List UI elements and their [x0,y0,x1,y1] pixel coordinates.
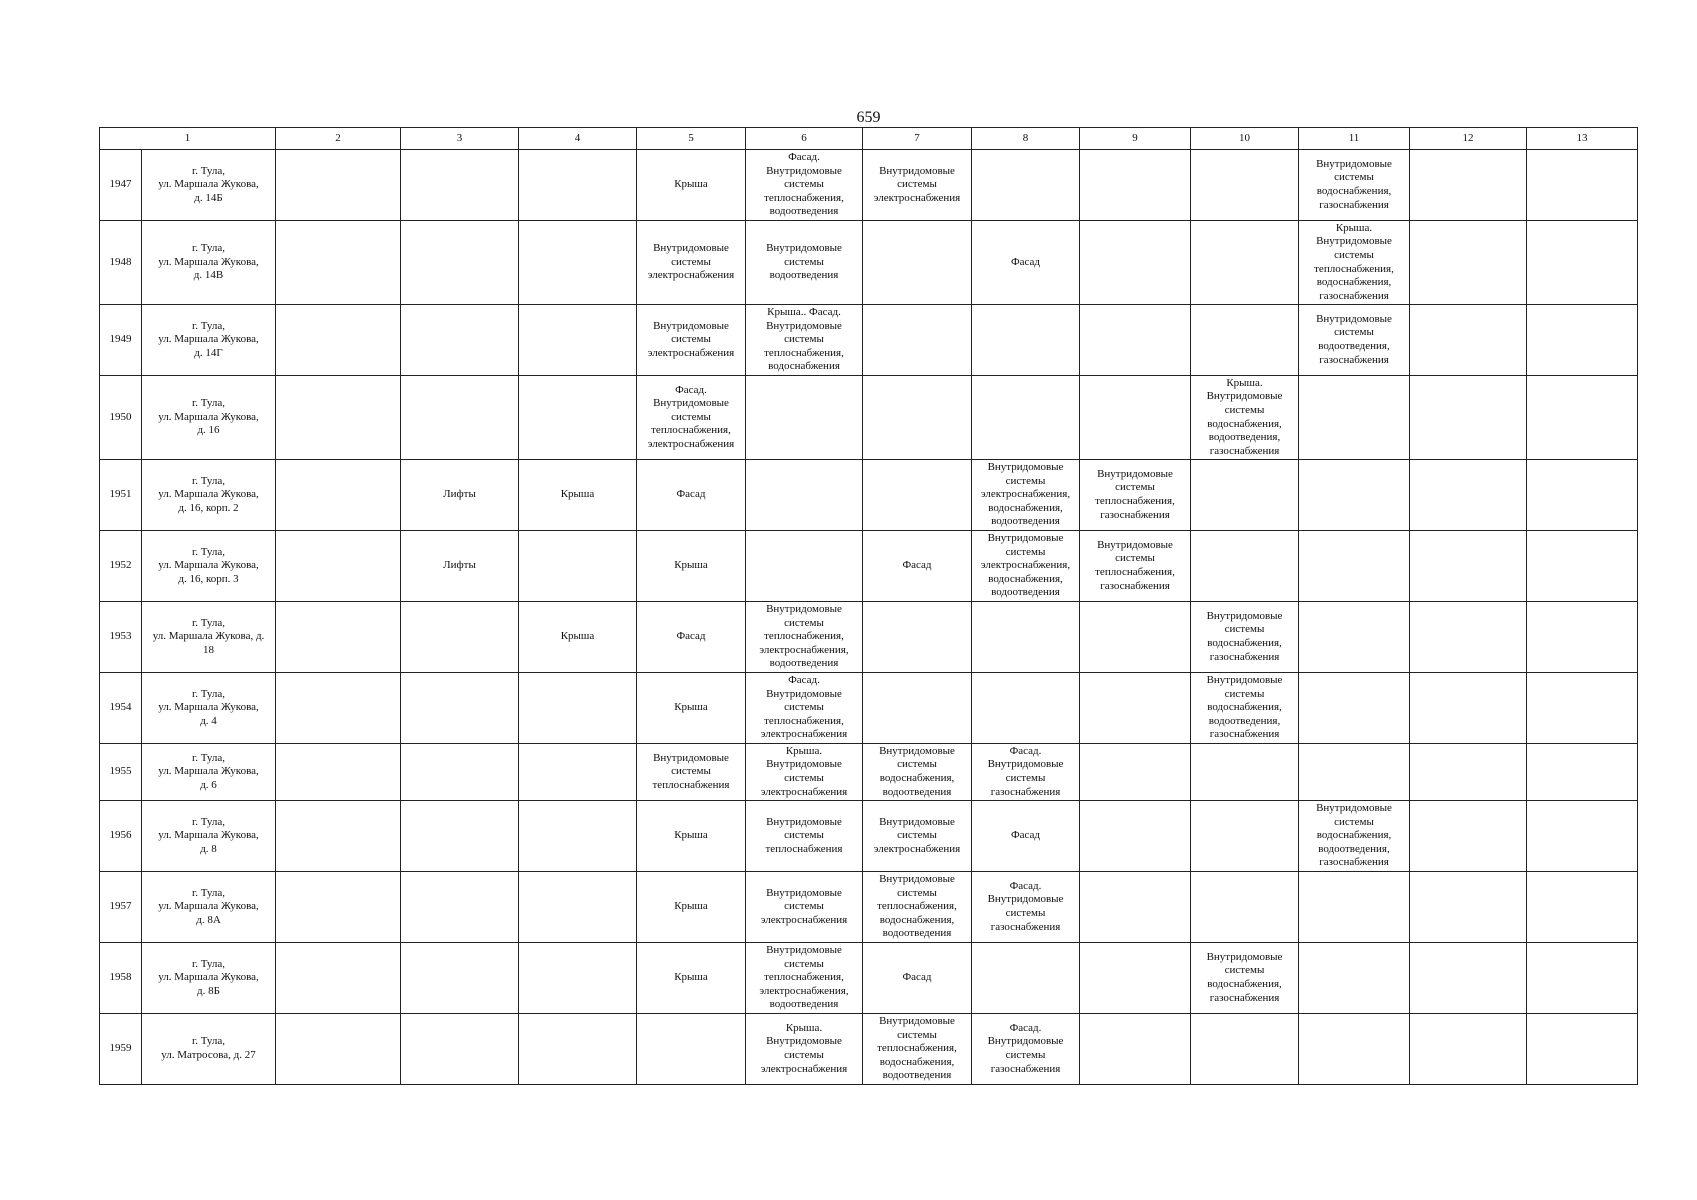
work-cell-col-7: Фасад [863,531,972,602]
table-row [100,943,1638,1014]
work-cell-col-2 [276,943,401,1014]
work-cell-col-8 [972,673,1080,744]
address-cell: г. Тула, ул. Маршала Жукова, д. 8А [142,872,276,943]
work-cell-col-10 [1191,460,1299,531]
column-number-row [100,128,1638,150]
work-cell-col-3: Лифты [401,460,519,531]
work-cell-col-13 [1527,801,1638,872]
work-cell-col-2 [276,305,401,376]
work-cell-col-4 [519,744,637,801]
work-cell-col-3 [401,801,519,872]
row-number-cell: 1959 [100,1014,142,1085]
work-cell-col-7 [863,602,972,673]
work-cell-col-7 [863,376,972,460]
work-cell-col-9 [1080,150,1191,221]
address-cell: г. Тула, ул. Матросова, д. 27 [142,1014,276,1085]
work-cell-col-11 [1299,1014,1410,1085]
work-cell-col-3 [401,150,519,221]
work-cell-col-6: Внутридомовые системы теплоснабжения, электроснабжения, водоотведения [746,602,863,673]
row-number-cell: 1951 [100,460,142,531]
table-body [100,150,1638,1085]
row-number-cell: 1956 [100,801,142,872]
work-cell-col-11 [1299,744,1410,801]
column-header-2: 2 [276,128,401,150]
row-number-cell: 1947 [100,150,142,221]
table-row [100,531,1638,602]
work-cell-col-6 [746,460,863,531]
work-cell-col-13 [1527,531,1638,602]
table-row [100,376,1638,460]
work-cell-col-9 [1080,221,1191,305]
work-cell-col-13 [1527,602,1638,673]
work-cell-col-9 [1080,305,1191,376]
table-row [100,1014,1638,1085]
work-cell-col-4 [519,305,637,376]
address-cell: г. Тула, ул. Маршала Жукова, д. 14Б [142,150,276,221]
work-cell-col-4 [519,376,637,460]
table-row [100,221,1638,305]
column-header-4: 4 [519,128,637,150]
address-cell: г. Тула, ул. Маршала Жукова, д. 14В [142,221,276,305]
page-number: 659 [856,109,881,126]
work-cell-col-13 [1527,1014,1638,1085]
row-number-cell: 1954 [100,673,142,744]
work-cell-col-12 [1410,221,1527,305]
column-header-10: 10 [1191,128,1299,150]
work-cell-col-10 [1191,221,1299,305]
work-cell-col-4 [519,221,637,305]
table-row [100,801,1638,872]
work-cell-col-12 [1410,531,1527,602]
work-cell-col-4: Крыша [519,602,637,673]
row-number-cell: 1955 [100,744,142,801]
work-cell-col-3 [401,1014,519,1085]
work-cell-col-3 [401,943,519,1014]
table-row [100,744,1638,801]
work-cell-col-13 [1527,150,1638,221]
work-cell-col-9 [1080,1014,1191,1085]
column-header-6: 6 [746,128,863,150]
work-cell-col-7 [863,305,972,376]
column-header-8: 8 [972,128,1080,150]
work-cell-col-13 [1527,943,1638,1014]
column-header-11: 11 [1299,128,1410,150]
work-cell-col-11 [1299,531,1410,602]
work-cell-col-10: Крыша. Внутридомовые системы водоснабжения, водоотведения, газоснабжения [1191,376,1299,460]
work-cell-col-6: Крыша.. Фасад. Внутридомовые системы теплоснабжения, водоснабжения [746,305,863,376]
work-cell-col-11 [1299,602,1410,673]
column-header-1: 1 [100,128,276,150]
work-cell-col-8 [972,150,1080,221]
work-cell-col-8: Фасад. Внутридомовые системы газоснабжения [972,1014,1080,1085]
address-cell: г. Тула, ул. Маршала Жукова, д. 14Г [142,305,276,376]
address-cell: г. Тула, ул. Маршала Жукова, д. 16, корп. 2 [142,460,276,531]
work-cell-col-5: Крыша [637,872,746,943]
work-cell-col-13 [1527,221,1638,305]
address-cell: г. Тула, ул. Маршала Жукова, д. 16, корп. 3 [142,531,276,602]
row-number-cell: 1948 [100,221,142,305]
work-cell-col-12 [1410,744,1527,801]
table-row [100,602,1638,673]
work-cell-col-8: Внутридомовые системы электроснабжения, водоснабжения, водоотведения [972,531,1080,602]
work-cell-col-13 [1527,673,1638,744]
work-cell-col-13 [1527,460,1638,531]
row-number-cell: 1952 [100,531,142,602]
work-cell-col-5: Фасад. Внутридомовые системы теплоснабжения, электроснабжения [637,376,746,460]
table-header [100,128,1638,150]
work-cell-col-6: Внутридомовые системы водоотведения [746,221,863,305]
work-cell-col-11 [1299,673,1410,744]
work-cell-col-9: Внутридомовые системы теплоснабжения, газоснабжения [1080,460,1191,531]
work-cell-col-9 [1080,602,1191,673]
work-cell-col-5: Внутридомовые системы электроснабжения [637,221,746,305]
work-cell-col-11: Внутридомовые системы водоснабжения, водоотведения, газоснабжения [1299,801,1410,872]
work-cell-col-5 [637,1014,746,1085]
work-cell-col-4: Крыша [519,460,637,531]
work-cell-col-9: Внутридомовые системы теплоснабжения, газоснабжения [1080,531,1191,602]
work-cell-col-11 [1299,943,1410,1014]
work-cell-col-2 [276,1014,401,1085]
work-cell-col-6: Внутридомовые системы электроснабжения [746,872,863,943]
work-cell-col-10: Внутридомовые системы водоснабжения, газоснабжения [1191,602,1299,673]
work-cell-col-7 [863,460,972,531]
work-cell-col-13 [1527,744,1638,801]
work-cell-col-10 [1191,531,1299,602]
work-cell-col-2 [276,602,401,673]
work-cell-col-4 [519,943,637,1014]
work-cell-col-8: Фасад [972,801,1080,872]
work-cell-col-10 [1191,305,1299,376]
work-cell-col-9 [1080,673,1191,744]
work-cell-col-9 [1080,801,1191,872]
table-row [100,460,1638,531]
address-cell: г. Тула, ул. Маршала Жукова, д. 18 [142,602,276,673]
address-cell: г. Тула, ул. Маршала Жукова, д. 4 [142,673,276,744]
work-cell-col-6: Внутридомовые системы теплоснабжения, электроснабжения, водоотведения [746,943,863,1014]
work-cell-col-6: Крыша. Внутридомовые системы электроснабжения [746,744,863,801]
work-cell-col-7: Внутридомовые системы теплоснабжения, водоснабжения, водоотведения [863,1014,972,1085]
work-cell-col-4 [519,872,637,943]
row-number-cell: 1958 [100,943,142,1014]
work-cell-col-5: Фасад [637,460,746,531]
column-header-5: 5 [637,128,746,150]
work-cell-col-3 [401,602,519,673]
work-cell-col-8: Фасад [972,221,1080,305]
work-cell-col-2 [276,376,401,460]
work-cell-col-3 [401,744,519,801]
work-cell-col-10 [1191,1014,1299,1085]
work-cell-col-2 [276,150,401,221]
work-cell-col-2 [276,744,401,801]
work-cell-col-6 [746,376,863,460]
work-cell-col-10 [1191,744,1299,801]
capital-repair-table [99,127,1638,1085]
work-cell-col-11 [1299,460,1410,531]
column-header-9: 9 [1080,128,1191,150]
work-cell-col-8 [972,602,1080,673]
work-cell-col-12 [1410,1014,1527,1085]
work-cell-col-5: Внутридомовые системы электроснабжения [637,305,746,376]
work-cell-col-9 [1080,376,1191,460]
work-cell-col-12 [1410,602,1527,673]
work-cell-col-13 [1527,305,1638,376]
work-cell-col-13 [1527,376,1638,460]
work-cell-col-3 [401,221,519,305]
work-cell-col-3 [401,673,519,744]
work-cell-col-4 [519,150,637,221]
row-number-cell: 1957 [100,872,142,943]
work-cell-col-4 [519,531,637,602]
work-cell-col-2 [276,673,401,744]
work-cell-col-6: Фасад. Внутридомовые системы теплоснабжения, электроснабжения [746,673,863,744]
table-row [100,673,1638,744]
work-cell-col-2 [276,460,401,531]
work-cell-col-12 [1410,460,1527,531]
work-cell-col-7: Фасад [863,943,972,1014]
address-cell: г. Тула, ул. Маршала Жукова, д. 8 [142,801,276,872]
work-cell-col-5: Крыша [637,150,746,221]
work-cell-col-4 [519,1014,637,1085]
work-cell-col-7: Внутридомовые системы электроснабжения [863,150,972,221]
work-cell-col-8: Фасад. Внутридомовые системы газоснабжения [972,744,1080,801]
work-cell-col-2 [276,221,401,305]
work-cell-col-8 [972,305,1080,376]
work-cell-col-4 [519,673,637,744]
work-cell-col-3 [401,376,519,460]
address-cell: г. Тула, ул. Маршала Жукова, д. 8Б [142,943,276,1014]
work-cell-col-8 [972,376,1080,460]
work-cell-col-5: Крыша [637,531,746,602]
work-cell-col-10: Внутридомовые системы водоснабжения, газоснабжения [1191,943,1299,1014]
work-cell-col-6: Фасад. Внутридомовые системы теплоснабжения, водоотведения [746,150,863,221]
work-cell-col-2 [276,872,401,943]
row-number-cell: 1950 [100,376,142,460]
work-cell-col-2 [276,801,401,872]
work-cell-col-3 [401,305,519,376]
work-cell-col-11: Крыша. Внутридомовые системы теплоснабжения, водоснабжения, газоснабжения [1299,221,1410,305]
work-cell-col-10 [1191,872,1299,943]
work-cell-col-7 [863,221,972,305]
work-cell-col-4 [519,801,637,872]
address-cell: г. Тула, ул. Маршала Жукова, д. 6 [142,744,276,801]
work-cell-col-11 [1299,872,1410,943]
work-cell-col-7 [863,673,972,744]
work-cell-col-13 [1527,872,1638,943]
work-cell-col-12 [1410,305,1527,376]
work-cell-col-3 [401,872,519,943]
work-cell-col-7: Внутридомовые системы электроснабжения [863,801,972,872]
work-cell-col-8 [972,943,1080,1014]
work-cell-col-5: Фасад [637,602,746,673]
work-cell-col-12 [1410,150,1527,221]
work-cell-col-10: Внутридомовые системы водоснабжения, водоотведения, газоснабжения [1191,673,1299,744]
table-row [100,150,1638,221]
work-cell-col-6: Крыша. Внутридомовые системы электроснабжения [746,1014,863,1085]
work-cell-col-6: Внутридомовые системы теплоснабжения [746,801,863,872]
work-cell-col-5: Крыша [637,943,746,1014]
column-header-3: 3 [401,128,519,150]
work-cell-col-12 [1410,801,1527,872]
row-number-cell: 1953 [100,602,142,673]
column-header-7: 7 [863,128,972,150]
work-cell-col-5: Крыша [637,801,746,872]
work-cell-col-9 [1080,872,1191,943]
column-header-12: 12 [1410,128,1527,150]
work-cell-col-3: Лифты [401,531,519,602]
work-cell-col-10 [1191,801,1299,872]
work-cell-col-5: Внутридомовые системы теплоснабжения [637,744,746,801]
work-cell-col-8: Внутридомовые системы электроснабжения, водоснабжения, водоотведения [972,460,1080,531]
row-number-cell: 1949 [100,305,142,376]
work-cell-col-12 [1410,673,1527,744]
work-cell-col-12 [1410,943,1527,1014]
work-cell-col-12 [1410,376,1527,460]
work-cell-col-12 [1410,872,1527,943]
work-cell-col-11: Внутридомовые системы водоснабжения, газоснабжения [1299,150,1410,221]
table-row [100,872,1638,943]
work-cell-col-10 [1191,150,1299,221]
table-row [100,305,1638,376]
work-cell-col-9 [1080,943,1191,1014]
work-cell-col-6 [746,531,863,602]
work-cell-col-7: Внутридомовые системы водоснабжения, водоотведения [863,744,972,801]
work-cell-col-5: Крыша [637,673,746,744]
work-cell-col-11: Внутридомовые системы водоотведения, газоснабжения [1299,305,1410,376]
address-cell: г. Тула, ул. Маршала Жукова, д. 16 [142,376,276,460]
work-cell-col-8: Фасад. Внутридомовые системы газоснабжения [972,872,1080,943]
work-cell-col-11 [1299,376,1410,460]
work-cell-col-7: Внутридомовые системы теплоснабжения, водоснабжения, водоотведения [863,872,972,943]
column-header-13: 13 [1527,128,1638,150]
work-cell-col-2 [276,531,401,602]
work-cell-col-9 [1080,744,1191,801]
